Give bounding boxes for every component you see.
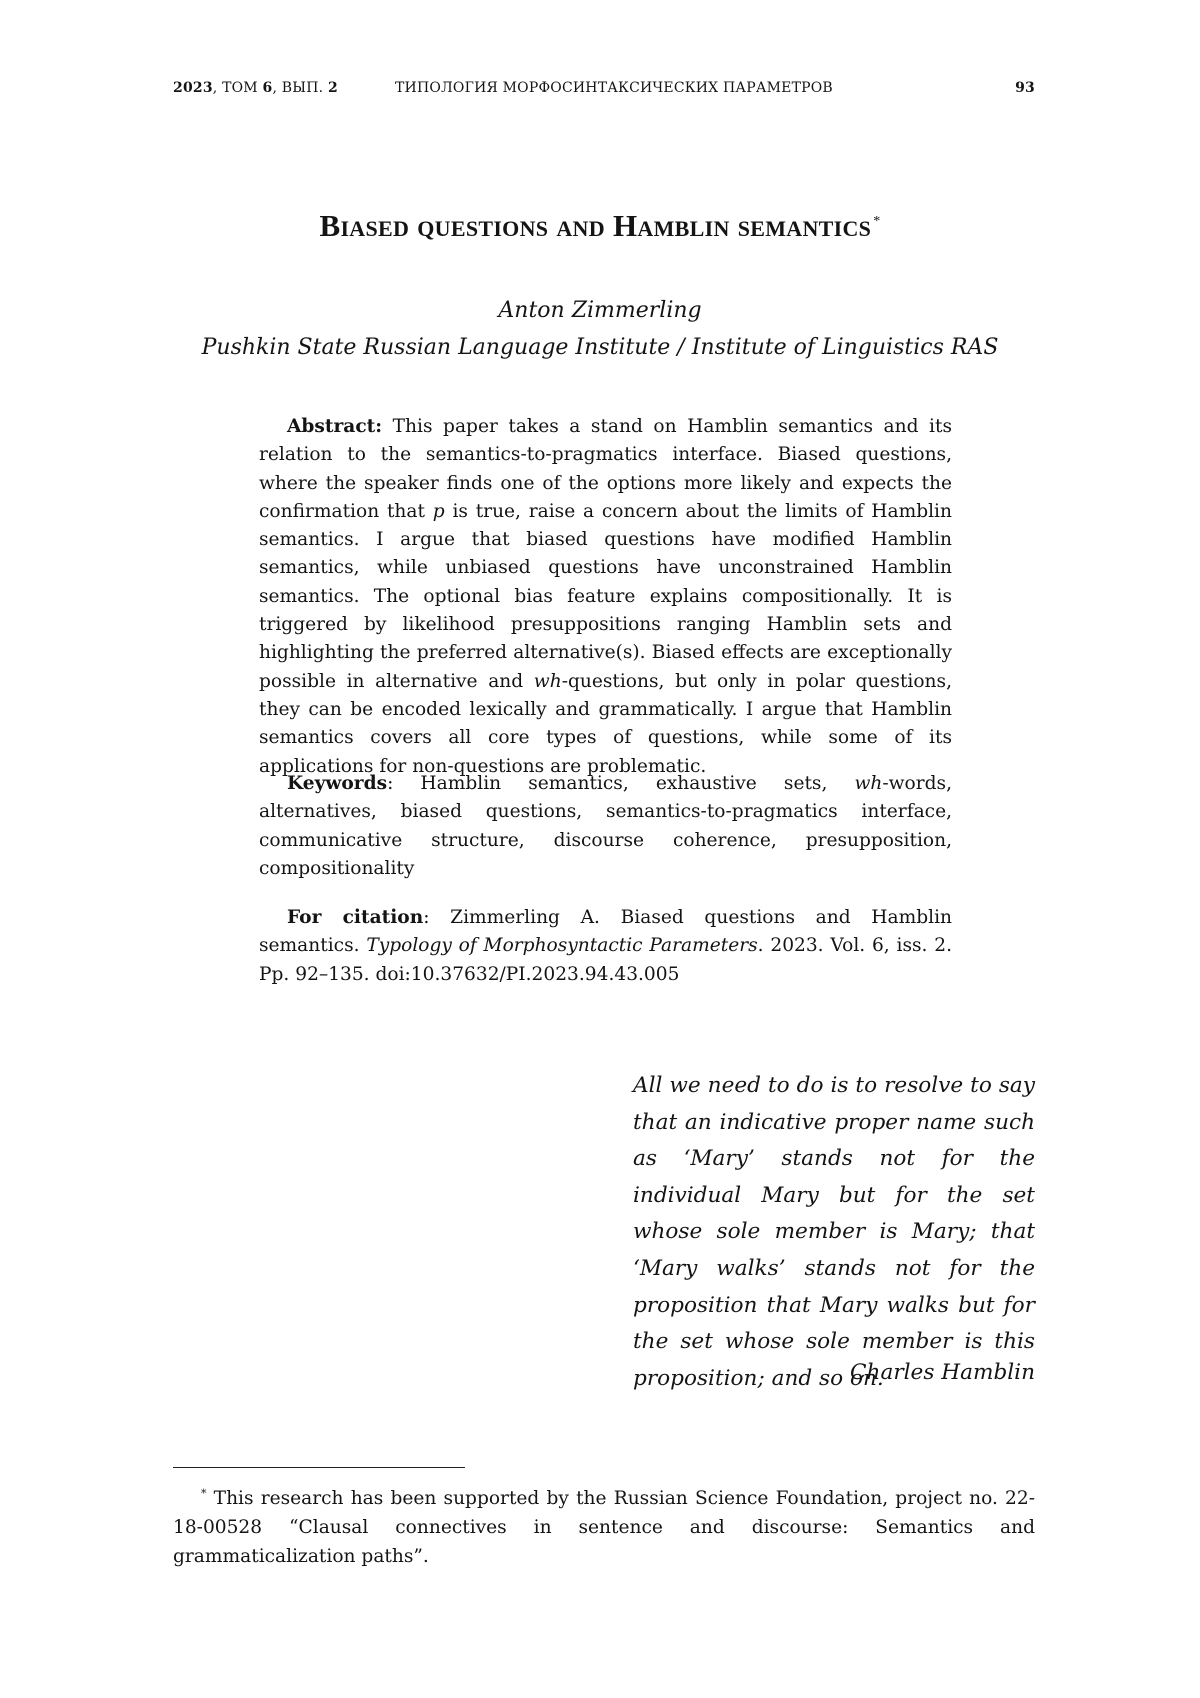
running-head-journal: ТИПОЛОГИЯ МОРФОСИНТАКСИЧЕСКИХ ПАРАМЕТРОВ bbox=[395, 80, 833, 96]
citation-text-1: Zimmerling A. Biased questions and Hamblin semantics. bbox=[259, 907, 952, 957]
author-name: Anton Zimmerling bbox=[498, 298, 702, 323]
keywords-text-2: -words, alternatives, biased questions, semantics-to-pragmatics interface, communicative structure, discourse coherence, presupposition, compositionality bbox=[259, 773, 952, 879]
footnote bbox=[173, 1479, 1035, 1571]
running-head-volume-info: 2023, ТОМ 6, ВЫП. 2 bbox=[173, 80, 338, 96]
keywords-wh: wh bbox=[854, 773, 883, 794]
citation-colon: : bbox=[423, 907, 430, 928]
page-number: 93 bbox=[1015, 80, 1035, 96]
running-head-year: 2023 bbox=[173, 80, 213, 96]
keywords-text-1: Hamblin semantics, exhaustive sets, bbox=[393, 773, 855, 794]
running-head bbox=[173, 80, 1035, 104]
footnote-divider bbox=[173, 1467, 465, 1468]
keywords bbox=[259, 770, 952, 883]
title-footnote-marker[interactable]: * bbox=[873, 213, 881, 229]
abstract-variable-p: p bbox=[432, 500, 445, 522]
running-head-volume: 6 bbox=[262, 80, 273, 96]
epigraph-quote: All we need to do is to resolve to say that an indicative proper name such as ‘Mary’ stands not for the individual Mary but for the set whose sole member is Mary; that ‘Mary walks’ stands not for the proposition that Mary walks but for the set whose sole member is this proposition; and so on. bbox=[633, 1073, 1035, 1391]
keywords-colon: : bbox=[387, 773, 394, 794]
abstract-wh: wh bbox=[533, 670, 562, 692]
running-head-volume-label: ТОМ bbox=[222, 80, 258, 96]
citation-label: For citation bbox=[287, 907, 424, 928]
author-affiliation: Pushkin State Russian Language Institute / Institute of Linguistics RAS bbox=[201, 335, 999, 360]
citation-text-2: . 2023. Vol. 6, iss. 2. Pp. 92–135. doi:10.37632/PI.2023.94.43.005 bbox=[259, 935, 952, 985]
citation bbox=[259, 904, 952, 989]
running-head-issue: 2 bbox=[327, 80, 338, 96]
footnote-marker: * bbox=[201, 1487, 207, 1500]
abstract bbox=[259, 413, 952, 781]
abstract-text-2: is true, raise a concern about the limits of Hamblin semantics. I argue that biased questions have modified Hamblin semantics, while unbiased questions have unconstrained Hamblin semantics. The optional bias feature explains compositionally. It is triggered by likelihood presuppositions ranging Hamblin sets and highlighting the preferred alternative(s). Biased effects are exceptionally possible in alternative and bbox=[259, 500, 952, 692]
abstract-label: Abstract: bbox=[287, 416, 383, 437]
running-head-issue-label: ВЫП. bbox=[281, 80, 324, 96]
footnote-text: This research has been supported by the Russian Science Foundation, project no. 22-18-00528 “Clausal connectives in sentence and discourse: Semantics and grammaticalization paths”. bbox=[173, 1488, 1035, 1568]
abstract-text-3: -questions, but only in polar questions, they can be encoded lexically and grammatically. I argue that Hamblin semantics covers all core types of questions, while some of its applications for non-questions are problematic. bbox=[259, 670, 952, 777]
keywords-label: Keywords bbox=[287, 773, 388, 794]
article-title bbox=[0, 208, 1200, 244]
epigraph-attribution: Charles Hamblin bbox=[850, 1360, 1035, 1385]
citation-journal: Typology of Morphosyntactic Parameters bbox=[366, 935, 758, 957]
abstract-text-1: This paper takes a stand on Hamblin semantics and its relation to the semantics-to-pragmatics interface. Biased questions, where the speaker finds one of the options more likely and expects the confirmation that bbox=[259, 416, 952, 522]
article-title-text: Biased questions and Hamblin semantics bbox=[319, 208, 872, 243]
